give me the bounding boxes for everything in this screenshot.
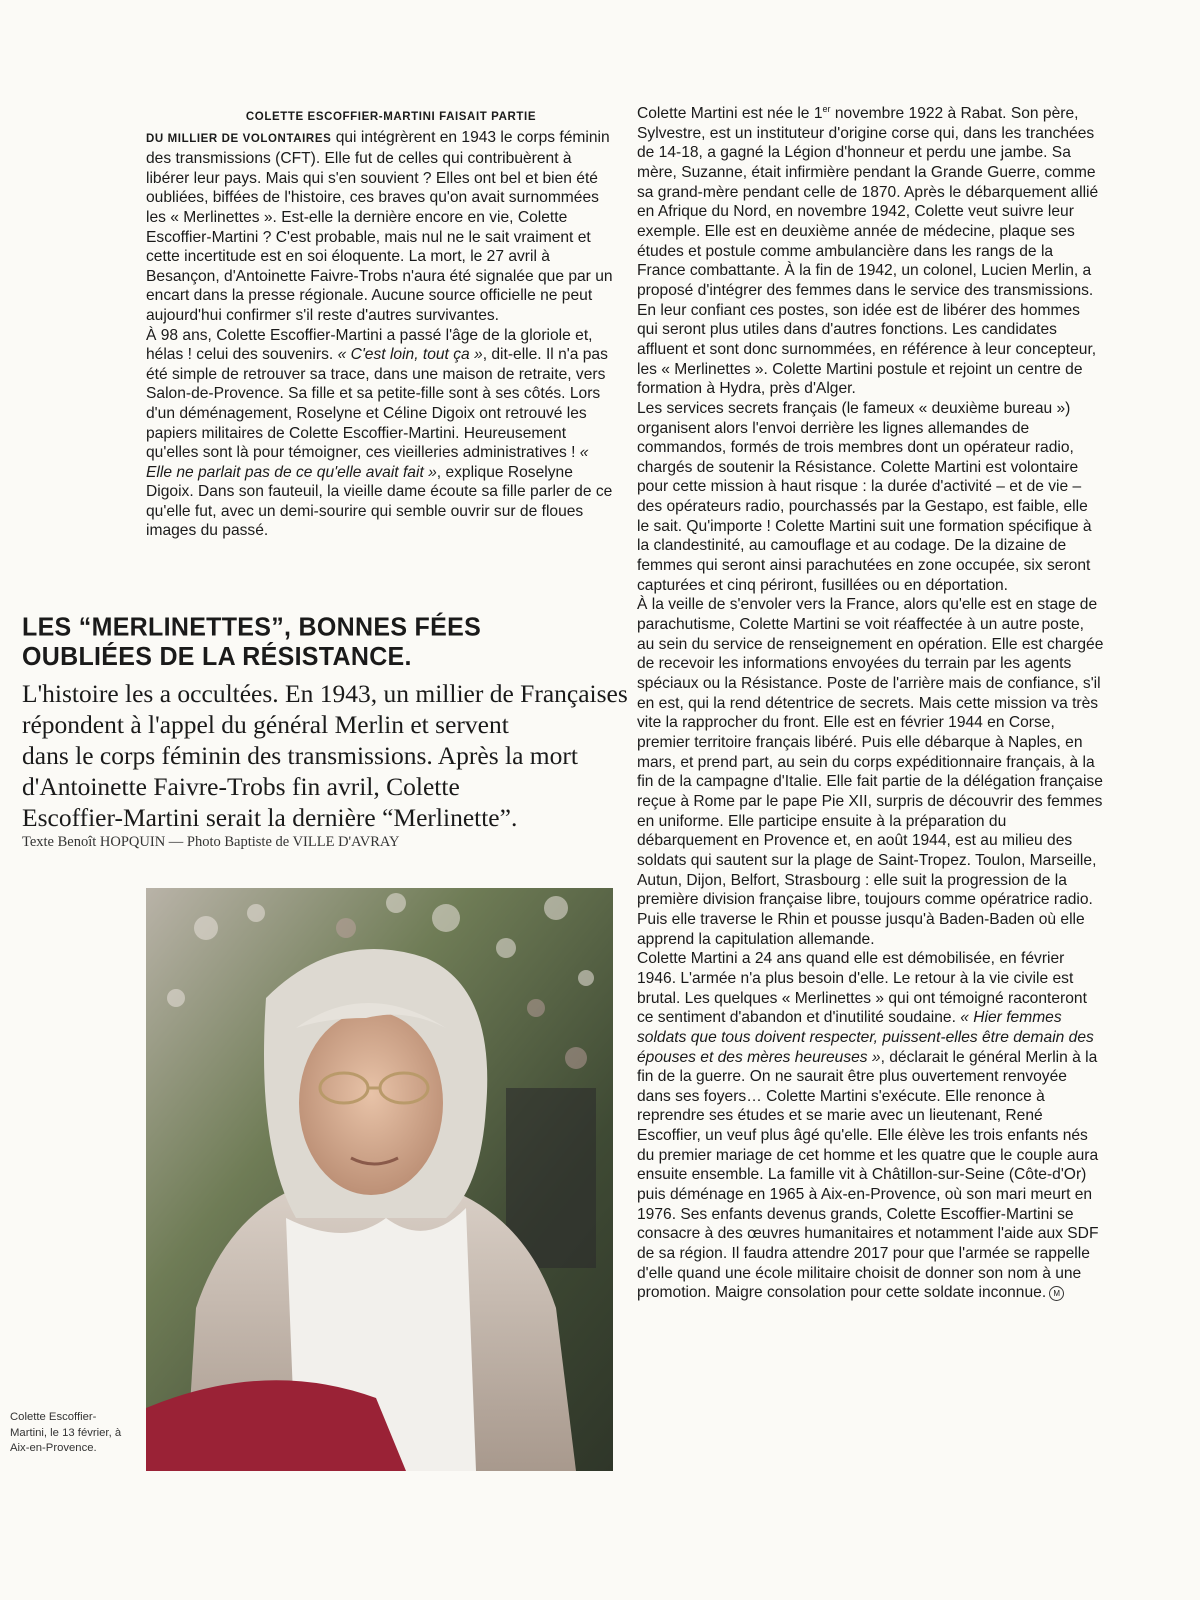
portrait-illustration bbox=[146, 888, 613, 1471]
body-paragraph-1 bbox=[637, 104, 1104, 399]
intro-text-2b: , dit-elle. Il n'a pas été simple de retrouver sa trace, dans une maison de retraite, vers Salon-de-Provence. Sa fille et sa petite-fille sont à ses côtés. Lors d'un déménagement, Roselyne et Céline Digoix ont retrouvé les papiers militaires de Colette Escoffier-Martini. Heureusement qu'elles sont là pour témoigner, ces vieilleries administratives ! bbox=[146, 346, 608, 462]
article-credit: Texte Benoît HOPQUIN — Photo Baptiste de VILLE D'AVRAY bbox=[22, 834, 400, 850]
intro-column bbox=[146, 108, 616, 541]
deck-line-5: Escoffier-Martini serait la dernière “Merlinette”. bbox=[22, 803, 518, 832]
body-text-1a: Colette Martini est née le 1 bbox=[637, 105, 823, 122]
photo-caption: Colette Escoffier-Martini, le 13 février, à Aix-en-Provence. bbox=[10, 1411, 122, 1454]
article-deck bbox=[22, 678, 628, 833]
body-text-4a: Colette Martini a 24 ans quand elle est démobilisée, en février 1946. L'armée n'a plus besoin d'elle. Le retour à la vie civile est brutal. Les quelques « Merlinettes » qui ont témoigné raconteront ce sentiment d'abandon et d'inutilité soudaine. bbox=[637, 950, 1087, 1027]
end-mark-icon: M bbox=[1049, 1286, 1064, 1301]
deck-line-3: dans le corps féminin des transmissions. Après la mort bbox=[22, 741, 578, 770]
intro-text-1: qui intégrèrent en 1943 le corps féminin des transmissions (CFT). Elle fut de celles qui contribuèrent à libérer leur pays. Mais qui s'en souvient ? Elles ont bel et bien été oubliées, biffées de l'histoire, ces braves qu'on avait surnommées les « Merlinettes ». Est-elle la dernière encore en vie, Colette Escoffier-Martini ? C'est probable, mais nul ne le sait vraiment et cette incertitude est en soi éloquente. La mort, le 27 avril à Besançon, d'Antoinette Faivre-Trobs n'aura été signalée que par un encart dans la presse régionale. Aucune source officielle ne peut aujourd'hui confirmer s'il reste d'autres survivantes. bbox=[146, 128, 613, 324]
portrait-photo bbox=[146, 888, 613, 1471]
deck-line-4: d'Antoinette Faivre-Trobs fin avril, Colette bbox=[22, 772, 460, 801]
intro-quote-1: « C'est loin, tout ça » bbox=[337, 346, 483, 364]
body-text-4b: , déclarait le général Merlin à la fin de la guerre. On ne saurait être plus ouvertement renvoyée dans ses foyers… Colette Martini s'exécute. Elle renonce à reprendre ses études et se marie avec un lieutenant, René Escoffier, un veuf plus âgé qu'elle. Elle élève les trois enfants nés du premier mariage de cet homme et les quatre que le couple aura ensuite ensemble. La famille vit à Châtillon-sur-Seine (Côte-d'Or) puis déménage en 1965 à Aix-en-Provence, où son mari meurt en 1976. Ses enfants devenus grands, Colette Escoffier-Martini se consacre à des œuvres humanitaires et notamment l'aide aux SDF de sa région. Il faudra attendre 2017 pour que l'armée se rappelle d'elle quand une école militaire choisit de donner son nom à une promotion. Maigre consolation pour cette soldate inconnue. bbox=[637, 1048, 1099, 1302]
intro-text-2c: , explique Roselyne Digoix. Dans son fauteuil, la vieille dame écoute sa fille parler de ce qu'elle fut, avec un demi-sourire qui semble ouvrir sur de floues images du passé. bbox=[146, 463, 613, 540]
ordinal-superscript: er bbox=[822, 103, 831, 114]
body-paragraph-3: À la veille de s'envoler vers la France, alors qu'elle est en stage de parachutisme, Colette Martini se voit réaffectée à un autre poste, au sein du service de renseignement en opération. Elle est chargée de recevoir les informations envoyées du terrain par les agents spéciaux ou la Résistance. Poste de l'arrière mais de confiance, s'il en est, qui la rend détentrice de secrets. Mais cette mission va très vite la rapprocher du front. Elle est en février 1944 en Corse, premier territoire français libéré. Puis elle débarque à Naples, en mars, et prend part, au sein du corps expéditionnaire français, à la fin de la campagne d'Italie. Elle fait partie de la délégation française reçue à Rome par le pape Pie XII, surpris de découvrir des femmes en uniforme. Elle participe ensuite à la préparation du débarquement en Provence et, en août 1944, est au milieu des soldats qui sautent sur la plage de Saint-Tropez. Toulon, Marseille, Autun, Dijon, Belfort, Strasbourg : elle suit la progression de la première division française libre, toujours comme opératrice radio. Puis elle traverse le Rhin et pousse jusqu'à Baden-Baden où elle apprend la capitulation allemande. bbox=[637, 596, 1104, 948]
deck-line-2: répondent à l'appel du général Merlin et servent bbox=[22, 710, 509, 739]
body-paragraph-4 bbox=[637, 949, 1104, 1303]
headline-line-2: OUBLIÉES DE LA RÉSISTANCE. bbox=[22, 642, 412, 672]
intro-quote-2: « Elle ne parlait pas de ce qu'elle avait fait » bbox=[146, 444, 589, 481]
body-paragraph-2: Les services secrets français (le fameux « deuxième bureau ») organisent alors l'envoi derrière les lignes allemandes de commandos, formés de trois membres dont un opérateur radio, chargés de soutenir la Résistance. Colette Martini est volontaire pour cette mission à haut risque : la durée d'activité – et de vie – des opérateurs radio, pourchassés par la Gestapo, est faible, elle le sait. Qu'importe ! Colette Martini suit une formation spécifique à la clandestinité, au camouflage et au codage. De la dizaine de femmes qui seront ainsi parachutées en zone occupée, six seront capturées et cinq périront, fusillées ou en déportation. bbox=[637, 399, 1092, 594]
intro-paragraph-2 bbox=[146, 326, 616, 542]
article-headline bbox=[22, 613, 612, 672]
headline-line-1: LES “MERLINETTES”, BONNES FÉES bbox=[22, 612, 482, 642]
intro-text-2a: À 98 ans, Colette Escoffier-Martini a passé l'âge de la gloriole et, hélas ! celui des souvenirs. bbox=[146, 326, 593, 364]
deck-line-1: L'histoire les a occultées. En 1943, un millier de Françaises bbox=[22, 679, 628, 708]
intro-paragraph-1 bbox=[146, 108, 616, 326]
merlin-quote: « Hier femmes soldats que tous doivent respecter, puissent-elles être demain des épouses et des mères heureuses » bbox=[637, 1009, 1094, 1066]
lead-in-line-1: COLETTE ESCOFFIER-MARTINI FAISAIT PARTIE bbox=[245, 111, 537, 123]
body-text-1b: novembre 1922 à Rabat. Son père, Sylvestre, est un instituteur d'origine corse qui, dans les tranchées de 14-18, a gagné la Légion d'honneur et perdu une jambe. Sa mère, Suzanne, était infirmière pendant la Grande Guerre, comme sa grand-mère pendant celle de 1870. Après le débarquement allié en Afrique du Nord, en novembre 1942, Colette veut suivre leur exemple. Elle est en deuxième année de médecine, plaque ses études et postule comme ambulancière dans les rangs de la France combattante. À la fin de 1942, un colonel, Lucien Merlin, a proposé d'intégrer des femmes dans le service des transmissions. En leur confiant ces postes, son idée est de libérer des hommes qui seront plus utiles dans d'autres fonctions. Les candidates affluent et sont donc surnommées, en référence à leur concepteur, les « Merlinettes ». Colette Martini postule et rejoint un centre de formation à Hydra, près d'Alger. bbox=[637, 105, 1099, 398]
main-column bbox=[637, 104, 1104, 1303]
lead-in-line-2: DU MILLIER DE VOLONTAIRES bbox=[146, 132, 332, 145]
